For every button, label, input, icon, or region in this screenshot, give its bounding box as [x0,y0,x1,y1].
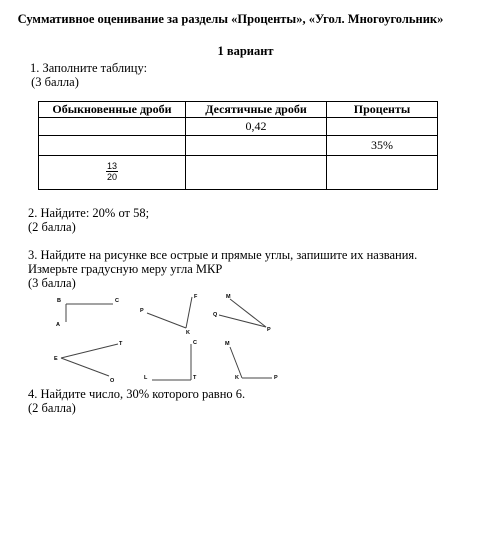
label-p2: P [267,327,271,333]
label-t1: T [119,341,123,347]
task3-text2: Измерьте градусную меру угла МКР [28,262,223,276]
task4-points: (2 балла) [28,401,76,415]
task3-text: 3. Найдите на рисунке все острые и прямые углы, запишите их названия. [28,248,418,262]
angle-pkf [147,297,192,328]
label-m2: M [225,341,230,347]
angle-teo [61,344,118,376]
label-p1: P [140,308,144,314]
label-k1: K [186,330,190,336]
fraction-denominator: 20 [107,172,118,182]
label-q: Q [213,312,218,318]
label-e: E [54,356,58,362]
table-cell-decimal[interactable]: 0,42 [186,118,327,136]
label-f: F [194,294,198,300]
label-b: B [57,298,61,304]
task1-points: (3 балла) [28,75,79,89]
task2-points: (2 балла) [28,220,76,234]
angle-mkp [230,347,272,378]
task1-text: 1. Заполните таблицу: [30,61,148,75]
label-p3: P [274,375,278,381]
angle-mpq [219,299,266,327]
label-k2: K [235,375,239,381]
header-decimals: Десятичные дроби [186,102,327,118]
variant-heading: 1 вариант [217,44,274,58]
angle-abc [66,304,113,322]
label-c2: C [193,340,197,346]
document-title: Суммативное оценивание за разделы «Проценты», «Угол. Многоугольник» [17,12,444,26]
table-cell-percent[interactable]: 35% [327,136,438,156]
task2-text: 2. Найдите: 20% от 58; [28,206,150,220]
label-o: O [110,378,115,384]
angle-ltc [152,344,191,380]
label-t2: T [193,375,197,381]
label-a: A [56,322,60,328]
header-common-fractions: Обыкновенные дроби [39,102,186,118]
label-m1: M [226,294,231,300]
task3-points: (3 балла) [28,276,76,290]
header-percents: Проценты [327,102,438,118]
fraction-numerator: 13 [107,161,118,171]
task4-text: 4. Найдите число, 30% которого равно 6. [28,387,246,401]
label-c: C [115,298,119,304]
label-l: L [144,375,148,381]
